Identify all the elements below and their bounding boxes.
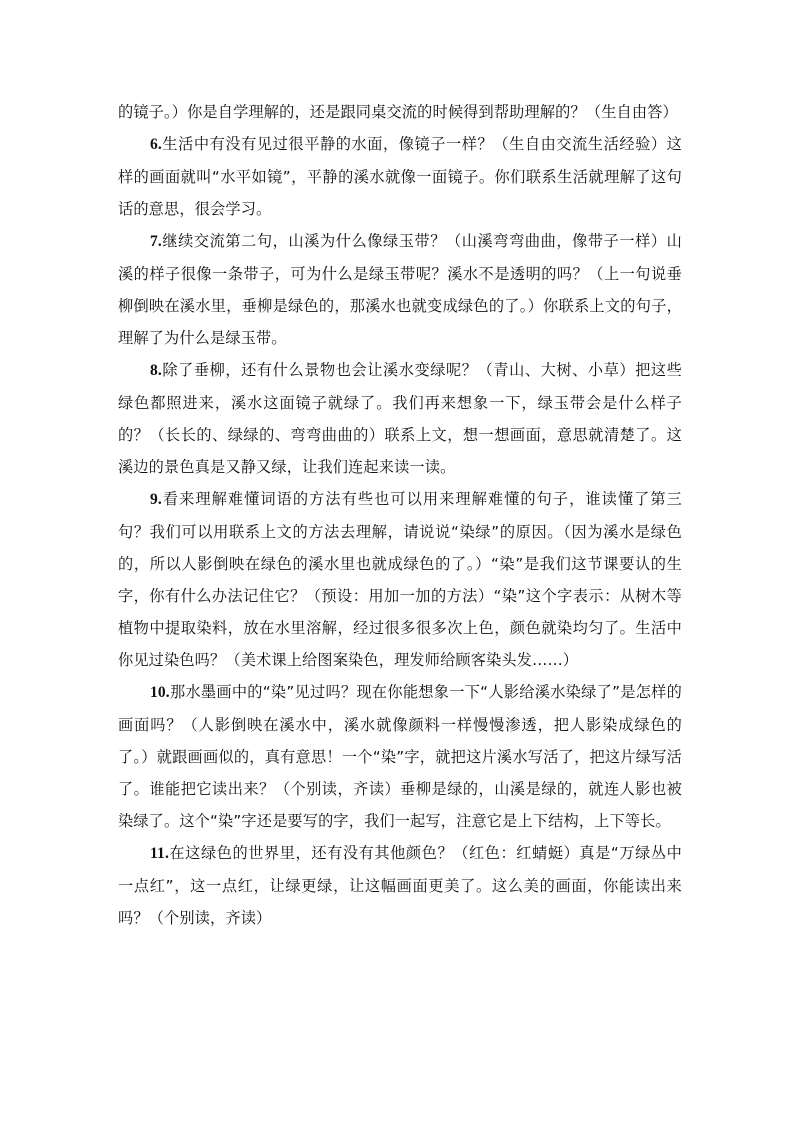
paragraph-item-6 <box>118 128 682 225</box>
paragraph-continuation <box>118 96 682 128</box>
paragraph-item-11 <box>118 837 682 934</box>
paragraph-item-7 <box>118 225 682 354</box>
paragraph-text: 继续交流第二句，山溪为什么像绿玉带？（山溪弯弯曲曲，像带子一样）山溪的样子很像一条带子，可为什么是绿玉带呢？溪水不是透明的吗？（上一句说垂柳倒映在溪水里，垂柳是绿色的，那溪水也就变成绿色的了。）你联系上文的句子，理解了为什么是绿玉带。 <box>118 232 682 347</box>
paragraph-text: 的镜子。）你是自学理解的，还是跟同桌交流的时候得到帮助理解的？（生自由答） <box>118 103 678 121</box>
paragraph-text: 生活中有没有见过很平静的水面，像镜子一样？（生自由交流生活经验）这样的画面就叫“水平如镜”，平静的溪水就像一面镜子。你们联系生活就理解了这句话的意思，很会学习。 <box>118 135 682 218</box>
item-number: 9. <box>150 491 162 508</box>
item-number: 6. <box>150 136 162 153</box>
paragraph-item-8 <box>118 354 682 483</box>
paragraph-text: 在这绿色的世界里，还有没有其他颜色？（红色：红蜻蜓）真是“万绿丛中一点红”，这一点红，让绿更绿，让这幅画面更美了。这么美的画面，你能读出来吗？（个别读，齐读） <box>118 844 682 927</box>
item-number: 10. <box>150 684 170 701</box>
paragraph-text: 那水墨画中的“染”见过吗？现在你能想象一下“人影给溪水染绿了”是怎样的画面吗？（人影倒映在溪水中，溪水就像颜料一样慢慢渗透，把人影染成绿色的了。）就跟画画似的，真有意思！一个“染”字，就把这片溪水写活了，把这片绿写活了。谁能把它读出来？（个别读，齐读）垂柳是绿的，山溪是绿的，就连人影也被染绿了。这个“染”字还是要写的字，我们一起写，注意它是上下结构，上下等长。 <box>118 683 682 830</box>
item-number: 8. <box>150 362 162 379</box>
document-body <box>118 96 682 934</box>
paragraph-item-10 <box>118 676 682 837</box>
paragraph-text: 除了垂柳，还有什么景物也会让溪水变绿呢？（青山、大树、小草）把这些绿色都照进来，溪水这面镜子就绿了。我们再来想象一下，绿玉带会是什么样子的？（长长的、绿绿的、弯弯曲曲的）联系上文，想一想画面，意思就清楚了。这溪边的景色真是又静又绿，让我们连起来读一读。 <box>118 361 682 476</box>
item-number: 11. <box>150 845 169 862</box>
paragraph-text: 看来理解难懂词语的方法有些也可以用来理解难懂的句子，谁读懂了第三句？我们可以用联系上文的方法去理解，请说说“染绿”的原因。（因为溪水是绿色的，所以人影倒映在绿色的溪水里也就成绿色的了。）“染”是我们这节课要认的生字，你有什么办法记住它？（预设：用加一加的方法）“染”这个字表示：从树木等植物中提取染料，放在水里溶解，经过很多很多次上色，颜色就染均匀了。生活中你见过染色吗？（美术课上给图案染色，理发师给顾客染头发……） <box>118 490 682 669</box>
item-number: 7. <box>150 233 162 250</box>
paragraph-item-9 <box>118 483 682 676</box>
